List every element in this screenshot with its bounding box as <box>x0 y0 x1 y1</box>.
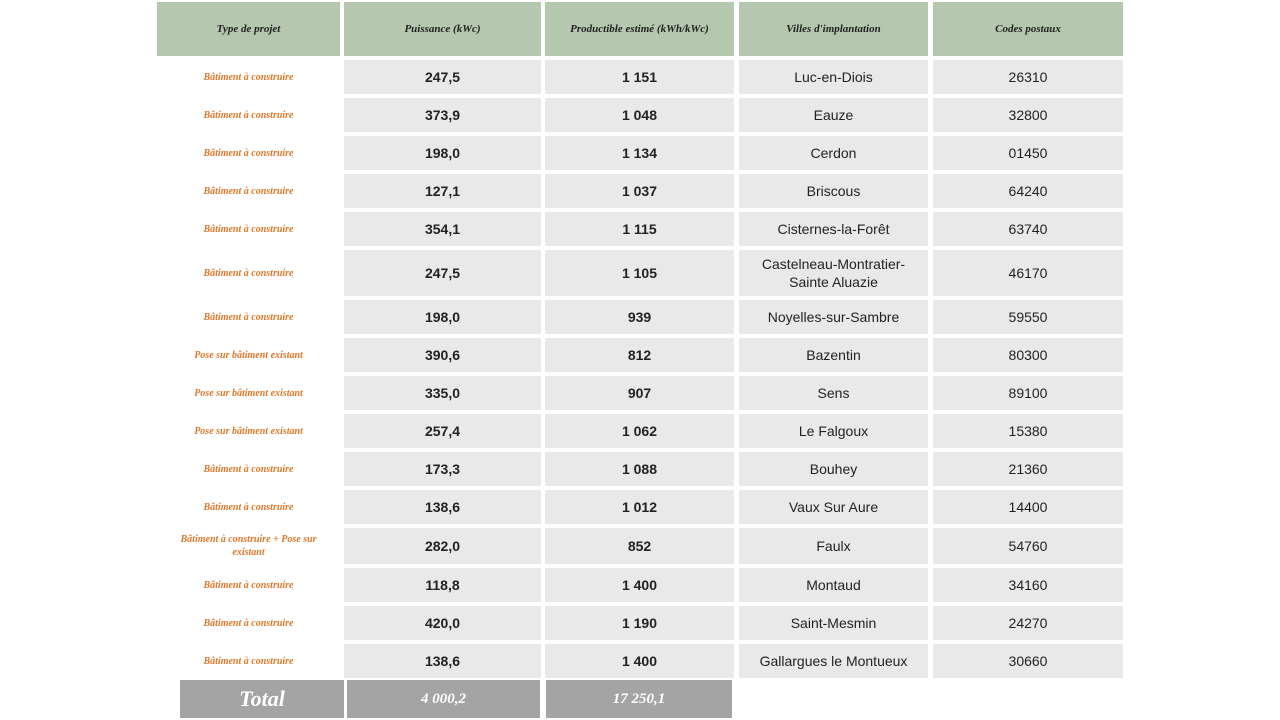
cell-ville: Bazentin <box>739 338 928 372</box>
cell-puissance: 257,4 <box>344 414 541 448</box>
cell-type: Bâtiment à construire <box>203 267 294 279</box>
header-puissance: Puissance (kWc) <box>344 2 541 56</box>
cell-puissance: 354,1 <box>344 212 541 246</box>
cell-code: 21360 <box>933 452 1123 486</box>
cell-puissance: 118,8 <box>344 568 541 602</box>
cell-ville: Sens <box>739 376 928 410</box>
cell-productible: 939 <box>545 300 734 334</box>
cell-puissance: 335,0 <box>344 376 541 410</box>
cell-code: 15380 <box>933 414 1123 448</box>
cell-ville: Gallargues le Montueux <box>739 644 928 678</box>
cell-type: Bâtiment à construire <box>203 501 294 513</box>
cell-code: 46170 <box>933 250 1123 296</box>
cell-type: Bâtiment à construire <box>203 311 294 323</box>
total-productible: 17 250,1 <box>546 680 732 718</box>
cell-type: Pose sur bâtiment existant <box>194 387 303 399</box>
cell-type: Bâtiment à construire <box>203 617 294 629</box>
cell-productible: 1 037 <box>545 174 734 208</box>
cell-code: 32800 <box>933 98 1123 132</box>
cell-puissance: 173,3 <box>344 452 541 486</box>
cell-productible: 1 400 <box>545 644 734 678</box>
cell-ville: Saint-Mesmin <box>739 606 928 640</box>
cell-type: Bâtiment à construire <box>203 185 294 197</box>
cell-ville: Castelneau-Montratier-Sainte Aluazie <box>739 250 928 296</box>
cell-productible: 812 <box>545 338 734 372</box>
cell-code: 26310 <box>933 60 1123 94</box>
header-productible: Productible estimé (kWh/kWc) <box>545 2 734 56</box>
cell-ville: Luc-en-Diois <box>739 60 928 94</box>
cell-productible: 1 105 <box>545 250 734 296</box>
cell-ville: Cisternes-la-Forêt <box>739 212 928 246</box>
cell-code: 14400 <box>933 490 1123 524</box>
cell-puissance: 138,6 <box>344 490 541 524</box>
cell-code: 54760 <box>933 528 1123 564</box>
cell-type: Bâtiment à construire <box>203 109 294 121</box>
cell-puissance: 198,0 <box>344 300 541 334</box>
cell-type: Bâtiment à construire <box>203 579 294 591</box>
cell-code: 80300 <box>933 338 1123 372</box>
cell-ville: Noyelles-sur-Sambre <box>739 300 928 334</box>
cell-productible: 1 012 <box>545 490 734 524</box>
header-type: Type de projet <box>157 2 340 56</box>
cell-productible: 907 <box>545 376 734 410</box>
cell-ville: Vaux Sur Aure <box>739 490 928 524</box>
cell-code: 89100 <box>933 376 1123 410</box>
cell-productible: 1 190 <box>545 606 734 640</box>
total-label: Total <box>180 680 344 718</box>
cell-puissance: 138,6 <box>344 644 541 678</box>
cell-ville: Montaud <box>739 568 928 602</box>
cell-type: Bâtiment à construire <box>203 655 294 667</box>
cell-type: Bâtiment à construire <box>203 223 294 235</box>
header-code: Codes postaux <box>933 2 1123 56</box>
cell-code: 34160 <box>933 568 1123 602</box>
cell-code: 30660 <box>933 644 1123 678</box>
cell-type: Bâtiment à construire + Pose sur existant <box>180 534 317 558</box>
cell-type: Bâtiment à construire <box>203 71 294 83</box>
cell-ville: Cerdon <box>739 136 928 170</box>
cell-productible: 1 151 <box>545 60 734 94</box>
cell-puissance: 198,0 <box>344 136 541 170</box>
cell-productible: 1 062 <box>545 414 734 448</box>
header-ville: Villes d'implantation <box>739 2 928 56</box>
cell-productible: 1 088 <box>545 452 734 486</box>
cell-ville: Faulx <box>739 528 928 564</box>
cell-type: Pose sur bâtiment existant <box>194 349 303 361</box>
cell-ville: Briscous <box>739 174 928 208</box>
cell-type: Pose sur bâtiment existant <box>194 425 303 437</box>
cell-code: 63740 <box>933 212 1123 246</box>
cell-productible: 1 115 <box>545 212 734 246</box>
cell-code: 01450 <box>933 136 1123 170</box>
cell-puissance: 247,5 <box>344 60 541 94</box>
cell-productible: 852 <box>545 528 734 564</box>
cell-code: 64240 <box>933 174 1123 208</box>
cell-productible: 1 400 <box>545 568 734 602</box>
cell-type: Bâtiment à construire <box>203 147 294 159</box>
cell-ville: Eauze <box>739 98 928 132</box>
cell-productible: 1 048 <box>545 98 734 132</box>
cell-code: 24270 <box>933 606 1123 640</box>
cell-code: 59550 <box>933 300 1123 334</box>
cell-puissance: 420,0 <box>344 606 541 640</box>
cell-ville: Bouhey <box>739 452 928 486</box>
cell-puissance: 373,9 <box>344 98 541 132</box>
cell-puissance: 247,5 <box>344 250 541 296</box>
cell-ville: Le Falgoux <box>739 414 928 448</box>
cell-puissance: 390,6 <box>344 338 541 372</box>
cell-productible: 1 134 <box>545 136 734 170</box>
cell-puissance: 127,1 <box>344 174 541 208</box>
total-puissance: 4 000,2 <box>347 680 540 718</box>
cell-type: Bâtiment à construire <box>203 463 294 475</box>
cell-puissance: 282,0 <box>344 528 541 564</box>
